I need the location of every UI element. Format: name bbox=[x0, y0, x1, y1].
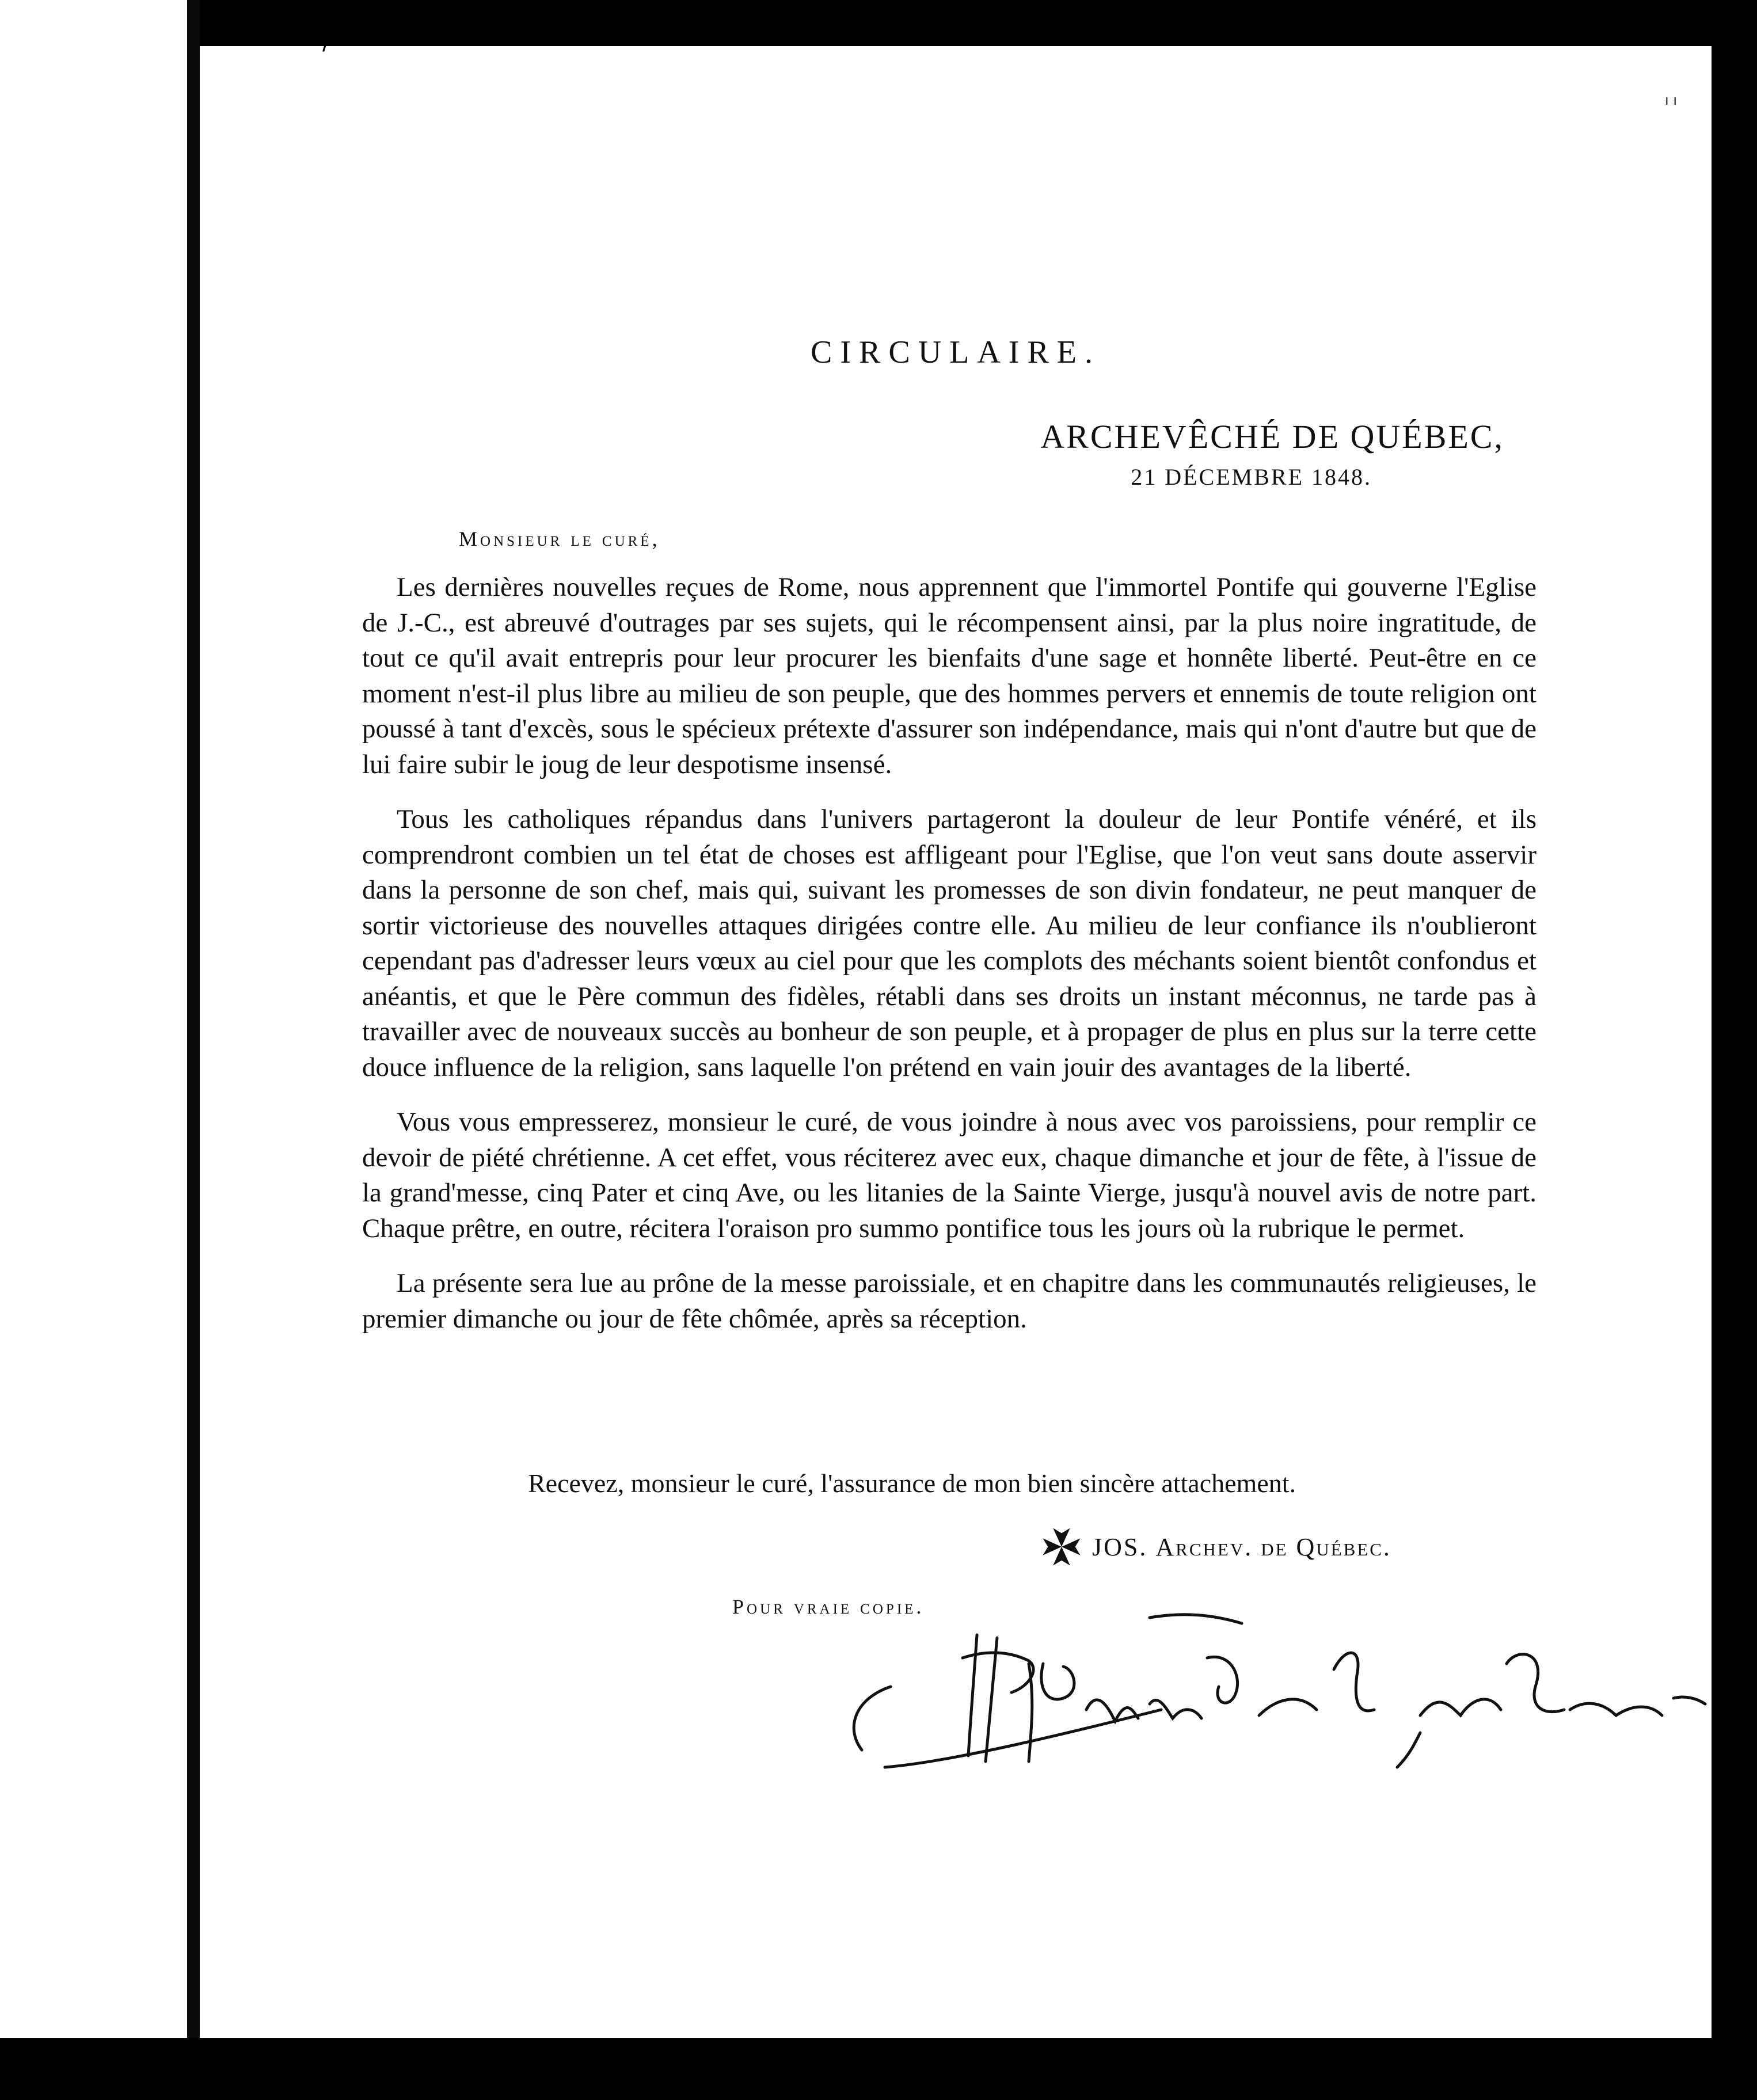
signature-block bbox=[1040, 1525, 1391, 1568]
book-gutter bbox=[187, 0, 200, 2100]
paragraph-2: Tous les catholiques répandus dans l'univers partageront la douleur de leur Pontife vénéré, et ils comprendront combien un tel état de choses est affligeant pour l'Eglise, que l'on veut sans doute asservir dans la personne de son chef, mais qui, suivant les promesses de son divin fondateur, ne peut manquer de sortir victorieuse des nouvelles attaques dirigées contre elle. Au milieu de leur confiance ils n'oublieront cependant pas d'adresser leurs vœux au ciel pour que les complots des méchants soient bientôt confondus et anéantis, et que le Père commun des fidèles, rétabli dans ses droits un instant méconnus, ne tarde pas à travailler avec de nouveaux succès au bonheur de son peuple, et à propager de plus en plus sur la terre cette douce influence de la religion, sans laquelle l'on prétend en vain jouir des avantages de la liberté. bbox=[362, 804, 1537, 1082]
top-edge-mark: / bbox=[322, 29, 330, 55]
corner-mark: ı ı bbox=[1665, 92, 1677, 108]
copy-label: Pour vraie copie. bbox=[732, 1595, 925, 1618]
signature-title: Archev. de Québec. bbox=[1155, 1532, 1391, 1561]
scan-bottom-edge bbox=[0, 2038, 1757, 2100]
left-facing-page bbox=[0, 0, 187, 2100]
salutation: Monsieur le curé, bbox=[459, 527, 660, 550]
document-title: CIRCULAIRE. bbox=[811, 334, 1101, 370]
paragraph-4: La présente sera lue au prône de la messe paroissiale, et en chapitre dans les communautés religieuses, le premier dimanche ou jour de fête chômée, après sa réception. bbox=[362, 1268, 1537, 1334]
paragraph-1: Les dernières nouvelles reçues de Rome, nous apprennent que l'immortel Pontife qui gouverne l'Eglise de J.-C., est abreuvé d'outrages par ses sujets, qui le récompensent ainsi, par la plus noire ingratitude, de tout ce qu'il avait entrepris pour leur procurer les bienfaits d'une sage et honnête liberté. Peut-être en ce moment n'est-il plus libre au milieu de son peuple, que des hommes pervers et ennemis de toute religion ont poussé à tant d'excès, sous le spécieux prétexte d'assurer son indépendance, mais qui n'ont d'autre but que de lui faire subir le joug de leur despotisme insensé. bbox=[362, 572, 1537, 779]
document-date: 21 DÉCEMBRE 1848. bbox=[1131, 464, 1372, 490]
letter-body bbox=[362, 570, 1537, 1356]
cross-icon bbox=[1040, 1525, 1083, 1568]
signature-initial: JOS. bbox=[1092, 1532, 1148, 1561]
paragraph-3: Vous vous empresserez, monsieur le curé, de vous joindre à nous avec vos paroissiens, pour remplir ce devoir de piété chrétienne. A cet effet, vous réciterez avec eux, chaque dimanche et jour de fête, à l'issue de la grand'messe, cinq Pater et cinq Ave, ou les litanies de la Sainte Vierge, jusqu'à nouvel avis de notre part. Chaque prêtre, en outre, récitera l'oraison pro summo pontifice tous les jours où la rubrique le permet. bbox=[362, 1107, 1537, 1243]
document-place: ARCHEVÊCHÉ DE QUÉBEC, bbox=[1040, 418, 1504, 455]
closing-line: Recevez, monsieur le curé, l'assurance de mon bien sincère attachement. bbox=[528, 1469, 1296, 1498]
document-page bbox=[200, 46, 1712, 2038]
handwritten-signature bbox=[839, 1595, 1714, 1796]
